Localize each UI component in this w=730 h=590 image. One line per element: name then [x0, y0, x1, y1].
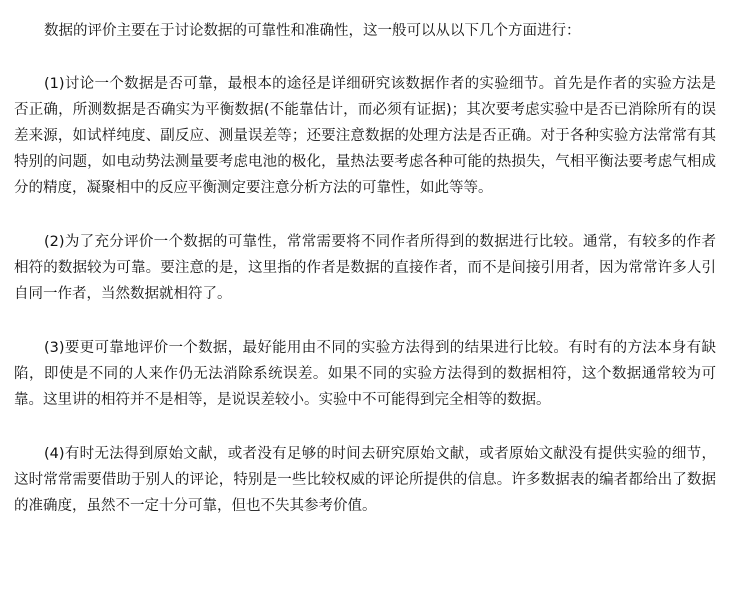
- paragraph-1-reliability-of-experiment: (1)讨论一个数据是否可靠，最根本的途径是详细研究该数据作者的实验细节。首先是作者的实验方法是否正确，所测数据是否确实为平衡数据(不能靠估计，而必须有证据)；其次要考虑实验中是否已消除所有的误差来源，如试样纯度、副反应、测量误差等；还要注意数据的处理方法是否正确。对于各种实验方法常常有其特别的问题，如电动势法测量要考虑电池的极化，量热法要考虑各种可能的热损失，气相平衡法要考虑气相成分的精度，凝聚相中的反应平衡测定要注意分析方法的可靠性，如此等等。: [14, 76, 716, 196]
- paragraph-4-reviews-and-tables: (4)有时无法得到原始文献，或者没有足够的时间去研究原始文献，或者原始文献没有提供实验的细节，这时常常需要借助于别人的评论，特别是一些比较权威的评论所提供的信息。许多数据表的编者都给出了数据的准确度，虽然不一定十分可靠，但也不失其参考价值。: [14, 446, 716, 514]
- paragraph-2-compare-authors: (2)为了充分评价一个数据的可靠性，常常需要将不同作者所得到的数据进行比较。通常，有较多的作者相符的数据较为可靠。要注意的是，这里指的作者是数据的直接作者，而不是间接引用者，因为常常许多人引自同一作者，当然数据就相符了。: [14, 234, 716, 302]
- paragraph-3-compare-methods: (3)要更可靠地评价一个数据，最好能用由不同的实验方法得到的结果进行比较。有时有的方法本身有缺陷，即使是不同的人来作仍无法消除系统误差。如果不同的实验方法得到的数据相符，这个数据通常较为可靠。这里讲的相符并不是相等，是说误差较小。实验中不可能得到完全相等的数据。: [14, 340, 716, 408]
- document-body: [14, 18, 716, 547]
- intro-paragraph: 数据的评价主要在于讨论数据的可靠性和准确性，这一般可以从以下几个方面进行：: [44, 23, 581, 39]
